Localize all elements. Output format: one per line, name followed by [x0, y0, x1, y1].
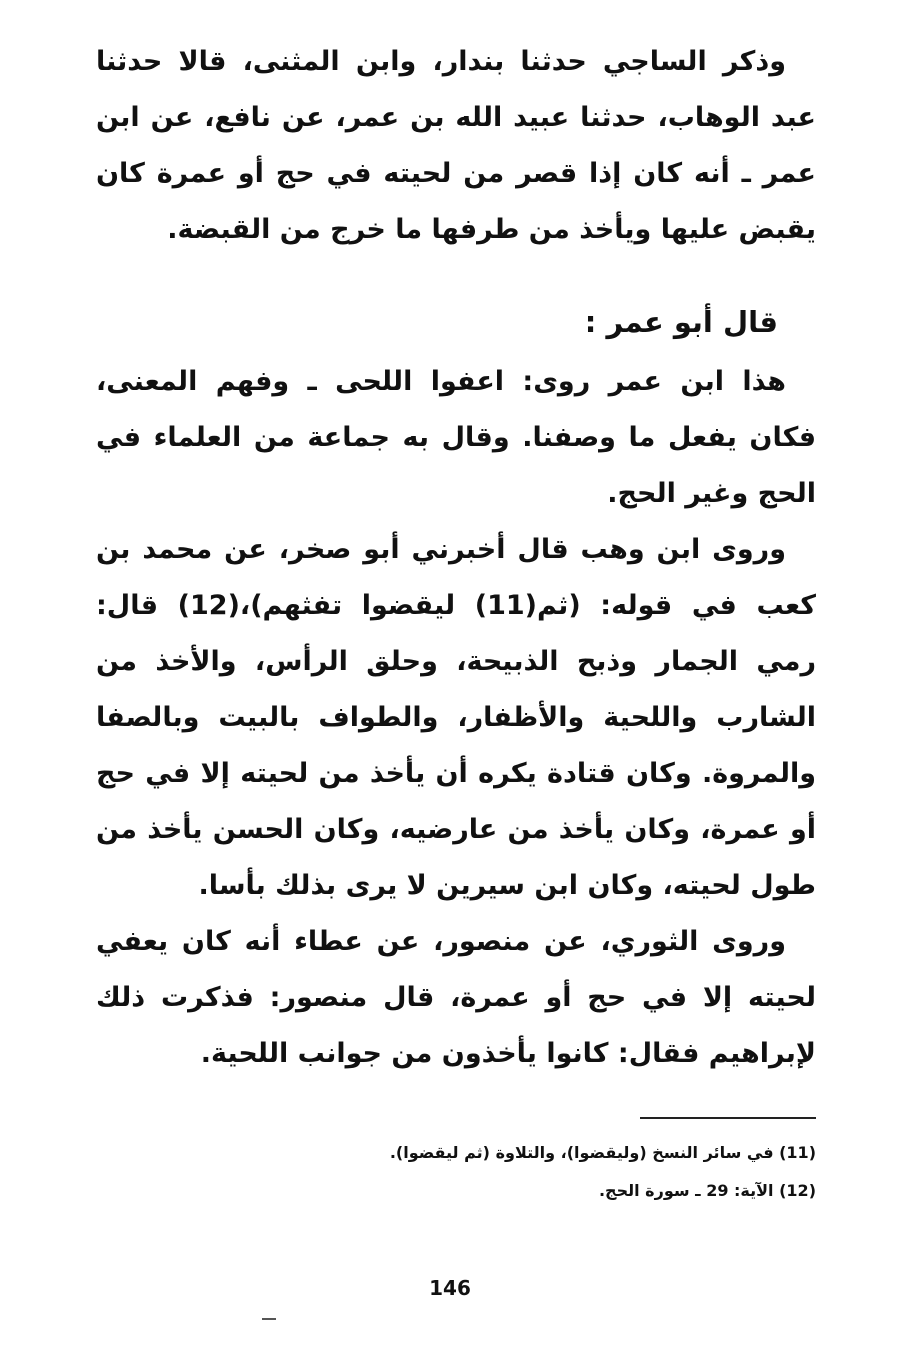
footnote-12: (12) الآية: 29 ـ سورة الحج. [598, 1181, 816, 1200]
paragraph-commentary: هذا ابن عمر روى: اعفوا اللحى ـ وفهم المعنى، فكان يفعل ما وصفنا. وقال به جماعة من العلماء في الحج وغير الحج. [96, 366, 816, 509]
footnote-divider [640, 1117, 816, 1119]
footnote-11: (11) في سائر النسخ (وليقضوا)، والتلاوة (ثم ليقضوا). [389, 1143, 816, 1162]
opening-text-block [96, 34, 816, 258]
footnotes-block [96, 1134, 816, 1210]
scan-artifact [262, 1318, 276, 1320]
paragraph-ibn-wahb: وروى ابن وهب قال أخبرني أبو صخر، عن محمد بن كعب في قوله: (ثم(11) ليقضوا تفثهم)،(12) قال: رمي الجمار وذبح الذبيحة، وحلق الرأس، والأخذ من الشارب واللحية والأظفار، والطواف بالبيت وبالصفا والمروة. وكان قتادة يكره أن يأخذ من لحيته إلا في حج أو عمرة، وكان يأخذ من عارضيه، وكان الحسن يأخذ من طول لحيته، وكان ابن سيرين لا يرى بذلك بأسا. [96, 534, 816, 901]
section-heading: قال أبو عمر : [584, 305, 778, 339]
paragraph-thawri: وروى الثوري، عن منصور، عن عطاء أنه كان يعفي لحيته إلا في حج أو عمرة، قال منصور: فذكرت ذلك لإبراهيم فقال: كانوا يأخذون من جوانب اللحية. [96, 926, 816, 1069]
page-number: 146 [429, 1276, 471, 1300]
paragraph-narration: وذكر الساجي حدثنا بندار، وابن المثنى، قالا حدثنا عبد الوهاب، حدثنا عبيد الله بن عمر، عن نافع، عن ابن عمر ـ أنه كان إذا قصر من لحيته في حج أو عمرة كان يقبض عليها ويأخذ من طرفها ما خرج من القبضة. [96, 46, 816, 245]
main-text-block [96, 354, 816, 1082]
